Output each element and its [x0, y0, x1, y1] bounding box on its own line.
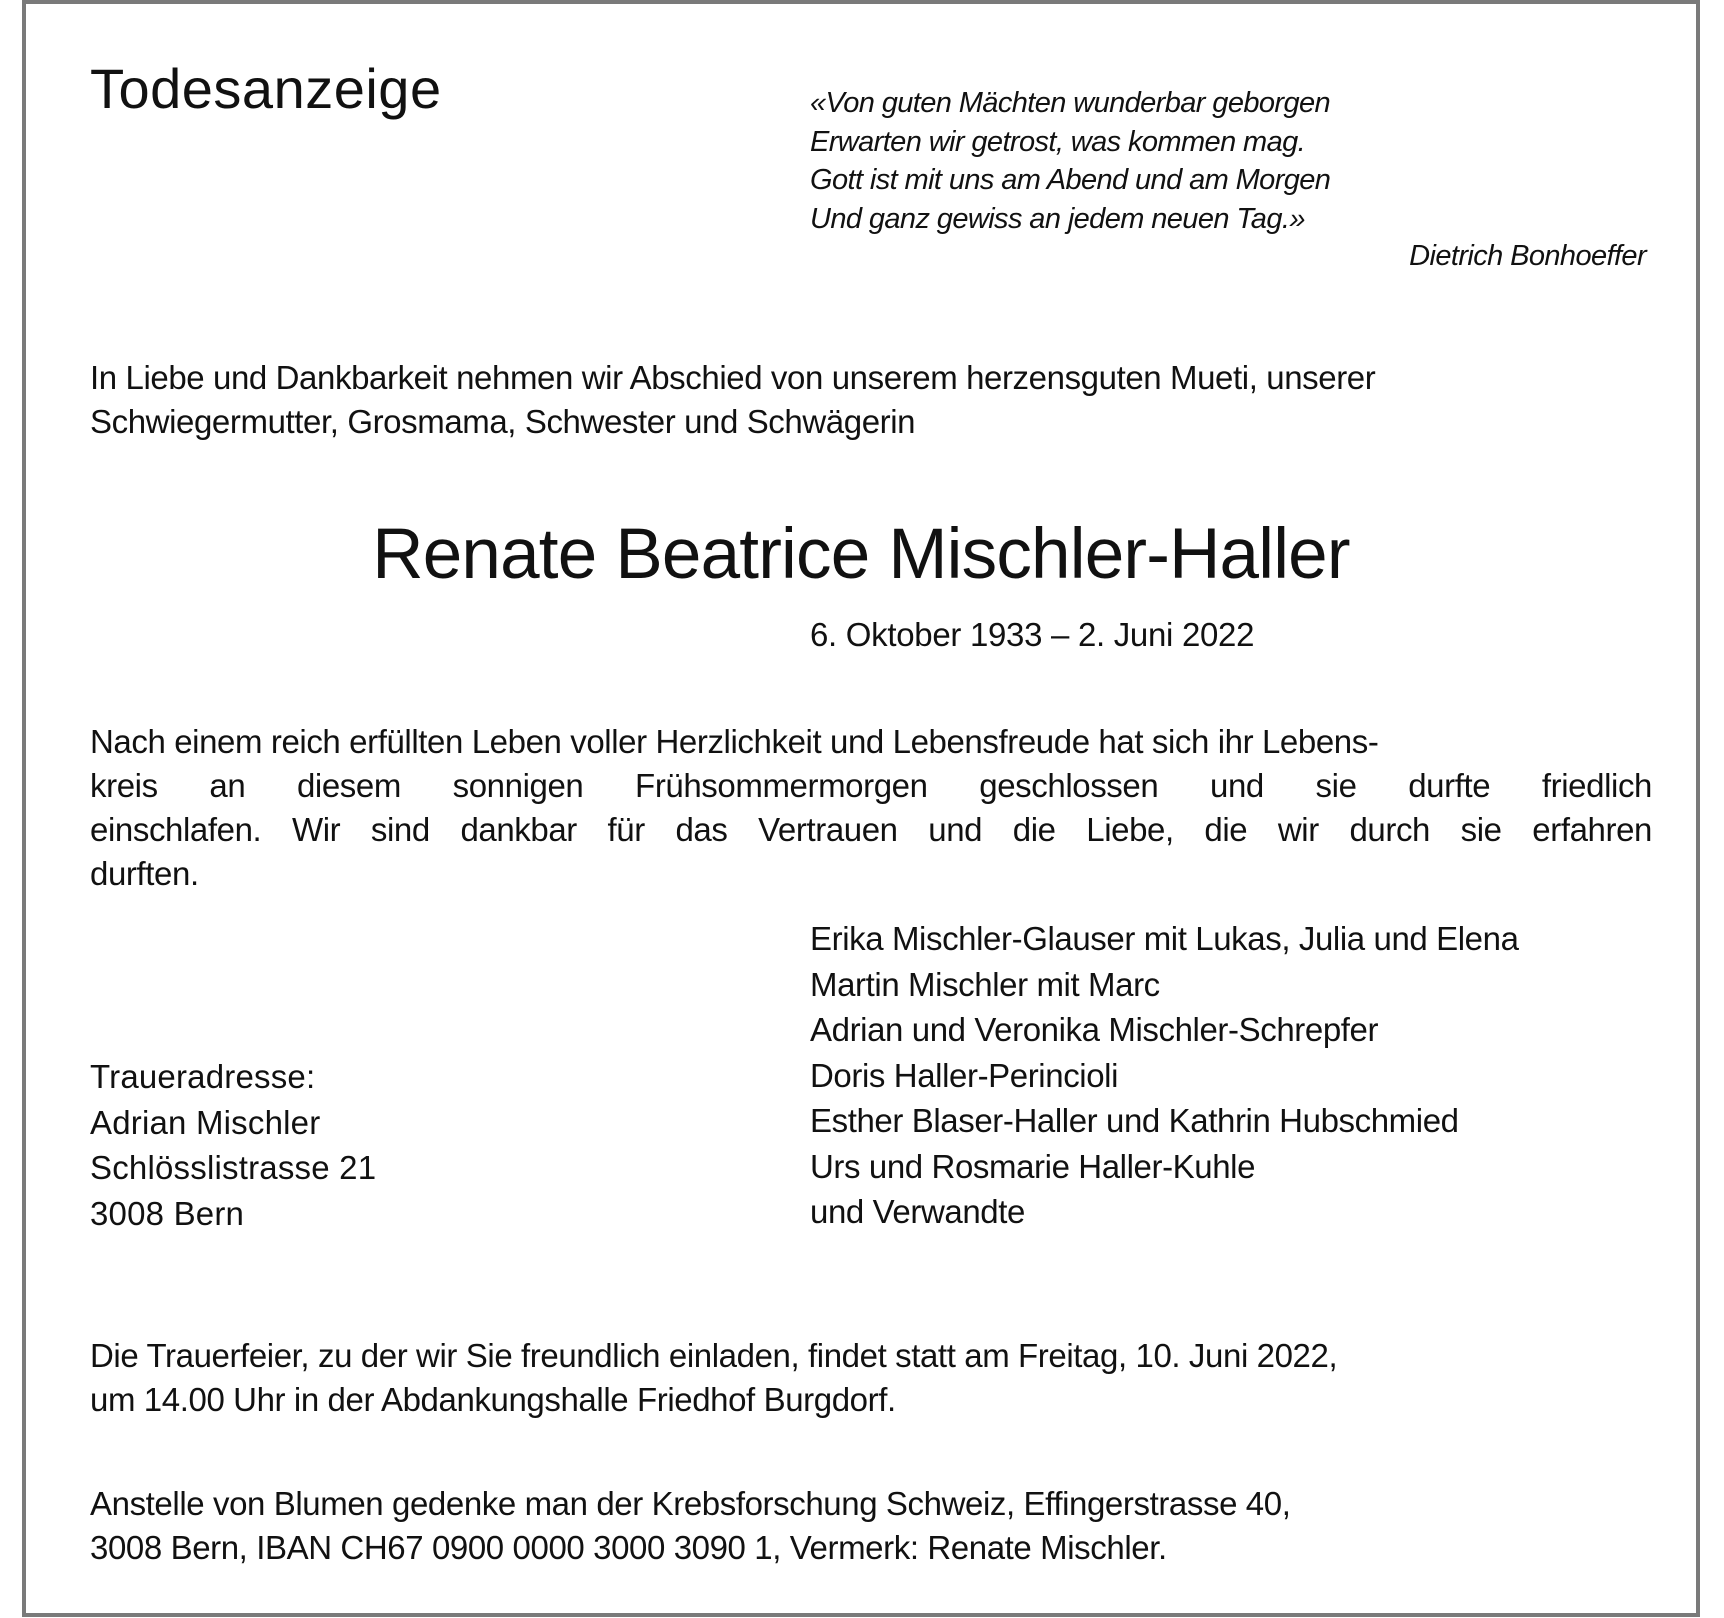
body-line: kreis an diesem sonnigen Frühsommermorgen geschlossen und sie durfte friedlich — [90, 767, 1652, 804]
notice-heading: Todesanzeige — [90, 57, 442, 120]
mourner-entry: Esther Blaser-Haller und Kathrin Hubschmied — [810, 1102, 1459, 1139]
mourner-entry: Doris Haller-Perincioli — [810, 1056, 1119, 1094]
donation-paragraph — [90, 1482, 1652, 1570]
body-line: durften. — [90, 855, 199, 892]
funeral-line: um 14.00 Uhr in der Abdankungshalle Friedhof Burgdorf. — [90, 1381, 896, 1418]
donation-line: 3008 Bern, IBAN CH67 0900 0000 3000 3090 1, Vermerk: Renate Mischler. — [90, 1529, 1167, 1566]
body-line: Nach einem reich erfüllten Leben voller Herzlichkeit und Lebensfreude hat sich ihr Lebens- — [90, 723, 1379, 760]
funeral-line: Die Trauerfeier, zu der wir Sie freundlich einladen, findet statt am Freitag, 10. Juni 2022, — [90, 1337, 1338, 1374]
death-notice-card — [22, 0, 1700, 1617]
intro-line: Schwiegermutter, Grosmama, Schwester und Schwägerin — [90, 403, 916, 440]
intro-paragraph — [90, 356, 1652, 444]
bonhoeffer-quote — [810, 84, 1330, 238]
mourner-entry: Martin Mischler mit Marc — [810, 965, 1160, 1003]
body-paragraph — [90, 720, 1652, 896]
address-label: Traueradresse: — [90, 1058, 316, 1095]
mourner-entry: und Verwandte — [810, 1193, 1025, 1230]
quote-line: Und ganz gewiss an jedem neuen Tag.» — [810, 202, 1305, 235]
address-city: 3008 Bern — [90, 1194, 245, 1232]
mourning-address — [90, 1054, 376, 1236]
mourner-entry: Urs und Rosmarie Haller-Kuhle — [810, 1147, 1256, 1185]
quote-line: Gott ist mit uns am Abend und am Morgen — [810, 164, 1331, 196]
address-name: Adrian Mischler — [90, 1103, 321, 1141]
funeral-paragraph — [90, 1334, 1652, 1422]
mourners-list — [810, 916, 1519, 1235]
quote-line: Erwarten wir getrost, was kommen mag. — [810, 125, 1306, 158]
mourner-entry: Erika Mischler-Glauser mit Lukas, Julia und Elena — [810, 920, 1519, 957]
mourner-entry: Adrian und Veronika Mischler-Schrepfer — [810, 1011, 1379, 1048]
quote-line: «Von guten Mächten wunderbar geborgen — [810, 87, 1331, 119]
deceased-name: Renate Beatrice Mischler-Haller — [372, 515, 1350, 594]
life-dates: 6. Oktober 1933 – 2. Juni 2022 — [810, 616, 1255, 653]
intro-line: In Liebe und Dankbarkeit nehmen wir Abschied von unserem herzensguten Mueti, unserer — [90, 359, 1376, 396]
donation-line: Anstelle von Blumen gedenke man der Krebsforschung Schweiz, Effingerstrasse 40, — [90, 1485, 1291, 1522]
body-line: einschlafen. Wir sind dankbar für das Vertrauen und die Liebe, die wir durch sie erfahren — [90, 811, 1652, 848]
quote-attribution: Dietrich Bonhoeffer — [1409, 240, 1646, 272]
address-street: Schlösslistrasse 21 — [90, 1149, 377, 1186]
